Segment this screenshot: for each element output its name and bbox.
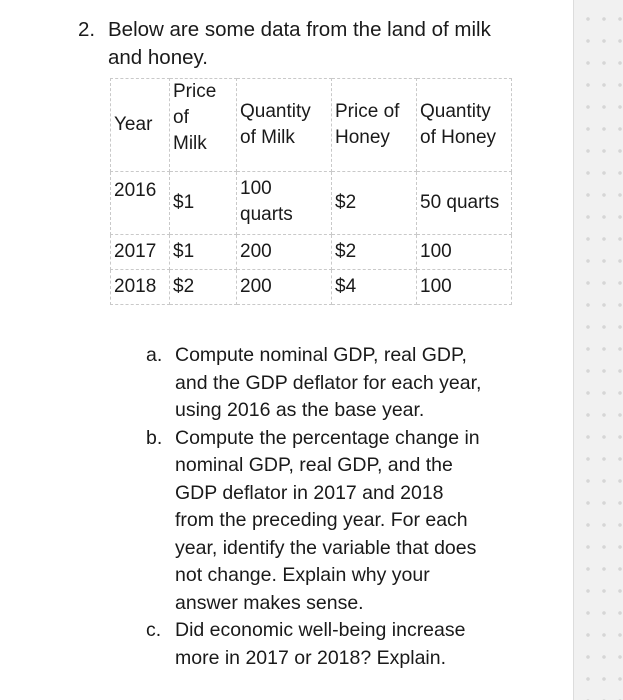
question-heading — [78, 16, 548, 72]
cell-quantity-milk: 200 — [237, 235, 332, 270]
header-quantity-honey: Quantity of Honey — [417, 79, 512, 172]
question-text — [78, 16, 548, 72]
header-price-honey: Price of Honey — [332, 79, 417, 172]
cell-year: 2016 — [111, 172, 170, 235]
cell-quantity-milk: 100 quarts — [237, 172, 332, 235]
data-table — [110, 78, 512, 305]
part-marker: b. — [146, 426, 163, 449]
cell-price-honey: $4 — [332, 270, 417, 305]
part-c: c. Did economic well-being increase more in 2017 or 2018? Explain. — [146, 619, 466, 669]
part-b: b. Compute the percentage change in nominal GDP, real GDP, and the GDP deflator in 2017 and 2018 from the preceding year. For each year, identify the variable that does not change. Explain why your answer makes sense. — [146, 426, 480, 614]
cell-price-milk: $1 — [170, 235, 237, 270]
table-row — [111, 172, 512, 235]
table-row — [111, 270, 512, 305]
cell-quantity-honey: 100 — [417, 235, 512, 270]
cell-quantity-honey: 50 quarts — [417, 172, 512, 235]
table-row — [111, 235, 512, 270]
table-header-row — [111, 79, 512, 172]
cell-price-honey: $2 — [332, 235, 417, 270]
cell-quantity-honey: 100 — [417, 270, 512, 305]
cell-price-milk: $2 — [170, 270, 237, 305]
side-panel-strip — [573, 0, 623, 700]
question-parts — [140, 342, 530, 672]
question-line-2: and honey. — [108, 46, 208, 69]
header-year: Year — [111, 79, 170, 172]
cell-year: 2018 — [111, 270, 170, 305]
cell-quantity-milk: 200 — [237, 270, 332, 305]
header-quantity-milk: Quantity of Milk — [237, 79, 332, 172]
part-marker: a. — [146, 344, 163, 366]
part-marker: c. — [146, 619, 162, 641]
part-a: a. Compute nominal GDP, real GDP, and the GDP deflator for each year, using 2016 as the base year. — [146, 344, 482, 421]
cell-price-honey: $2 — [332, 172, 417, 235]
cell-year: 2017 — [111, 235, 170, 270]
question-line-1: Below are some data from the land of milk — [108, 18, 491, 41]
header-price-milk: Price of Milk — [170, 79, 237, 172]
cell-price-milk: $1 — [170, 172, 237, 235]
question-number: 2. — [78, 18, 96, 41]
